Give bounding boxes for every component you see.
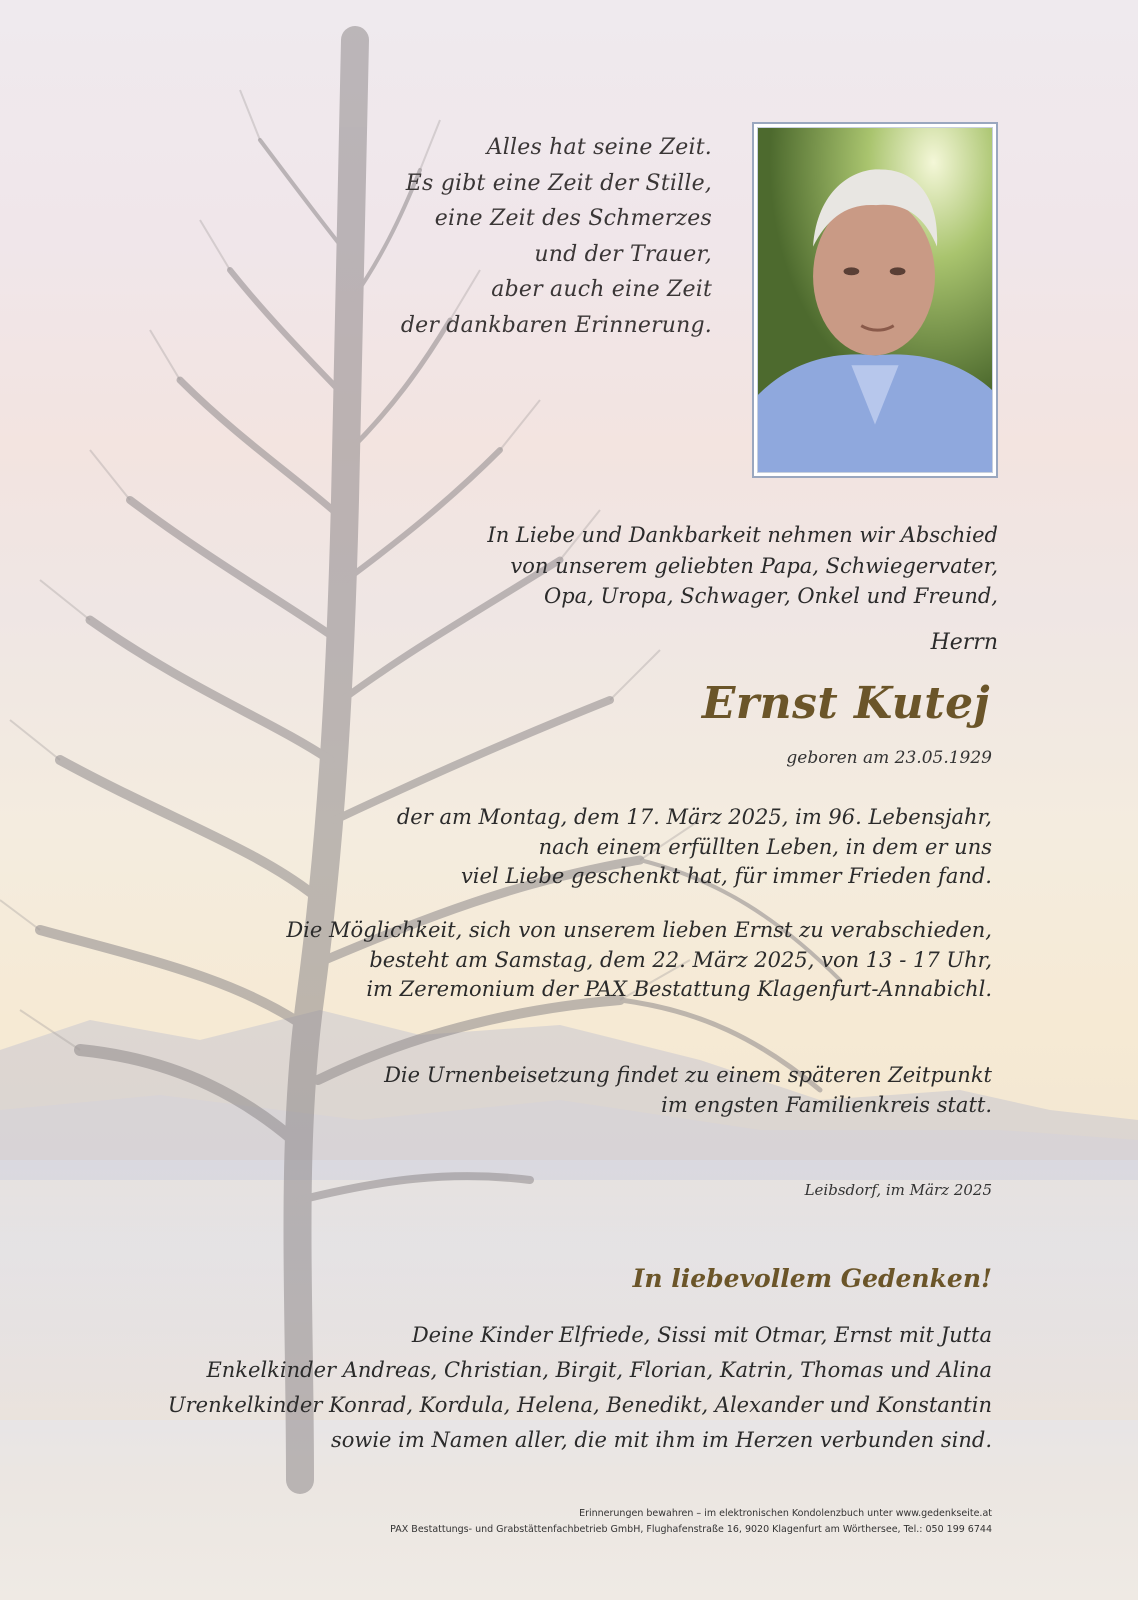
portrait-photo [752, 122, 998, 478]
salutation: Herrn [930, 630, 998, 655]
death-notice-line: viel Liebe geschenkt hat, für immer Frieden fand. [460, 864, 992, 888]
poem [300, 130, 712, 343]
death-notice [397, 803, 992, 892]
urn-line: Die Urnenbeisetzung findet zu einem späteren Zeitpunkt [384, 1063, 992, 1087]
intro-line: In Liebe und Dankbarkeit nehmen wir Abschied [487, 523, 998, 547]
death-notice-line: nach einem erfüllten Leben, in dem er uns [538, 834, 992, 859]
farewell-line: im Zeremonium der PAX Bestattung Klagenfurt-Annabichl. [366, 977, 992, 1001]
poem-line: aber auch eine Zeit [491, 277, 712, 302]
family-line: Deine Kinder Elfriede, Sissi mit Otmar, Ernst mit Jutta [411, 1323, 992, 1347]
urn-burial-info [384, 1061, 992, 1120]
place-date: Leibsdorf, im März 2025 [804, 1181, 992, 1199]
intro-text [438, 520, 998, 612]
deceased-name: Ernst Kutej [701, 678, 990, 729]
urn-line: im engsten Familienkreis statt. [661, 1092, 992, 1117]
intro-line: Opa, Uropa, Schwager, Onkel und Freund, [543, 584, 998, 608]
intro-line: von unserem geliebten Papa, Schwiegervater, [510, 553, 998, 578]
family-line: Urenkelkinder Konrad, Kordula, Helena, Benedikt, Alexander und Konstantin [167, 1393, 992, 1417]
poem-line: der dankbaren Erinnerung. [400, 312, 712, 338]
death-notice-line: der am Montag, dem 17. März 2025, im 96. Lebensjahr, [396, 805, 992, 829]
farewell-line: Die Möglichkeit, sich von unserem lieben Ernst zu verabschieden, [286, 918, 992, 942]
birth-date: geboren am 23.05.1929 [786, 748, 992, 768]
poem-line: eine Zeit des Schmerzes [434, 206, 712, 231]
poem-line: und der Trauer, [534, 241, 712, 267]
footer [390, 1506, 992, 1538]
farewell-info [286, 916, 992, 1005]
farewell-line: besteht am Samstag, dem 22. März 2025, von 13 - 17 Uhr, [369, 947, 992, 972]
memory-heading: In liebevollem Gedenken! [632, 1264, 992, 1293]
portrait-image [758, 128, 992, 472]
poem-line: Es gibt eine Zeit der Stille, [405, 170, 712, 196]
footer-company-info: PAX Bestattungs- und Grabstättenfachbetrieb GmbH, Flughafenstraße 16, 9020 Klagenfurt am Wörthersee, Tel.: 050 199 6744 [390, 1524, 992, 1535]
footer-condolence-link: Erinnerungen bewahren – im elektronischen Kondolenzbuch unter www.gedenkseite.at [579, 1508, 992, 1519]
family-list [168, 1318, 992, 1458]
poem-line: Alles hat seine Zeit. [486, 135, 712, 160]
family-line: Enkelkinder Andreas, Christian, Birgit, Florian, Katrin, Thomas und Alina [206, 1358, 992, 1382]
family-line: sowie im Namen aller, die mit ihm im Herzen verbunden sind. [330, 1428, 992, 1452]
